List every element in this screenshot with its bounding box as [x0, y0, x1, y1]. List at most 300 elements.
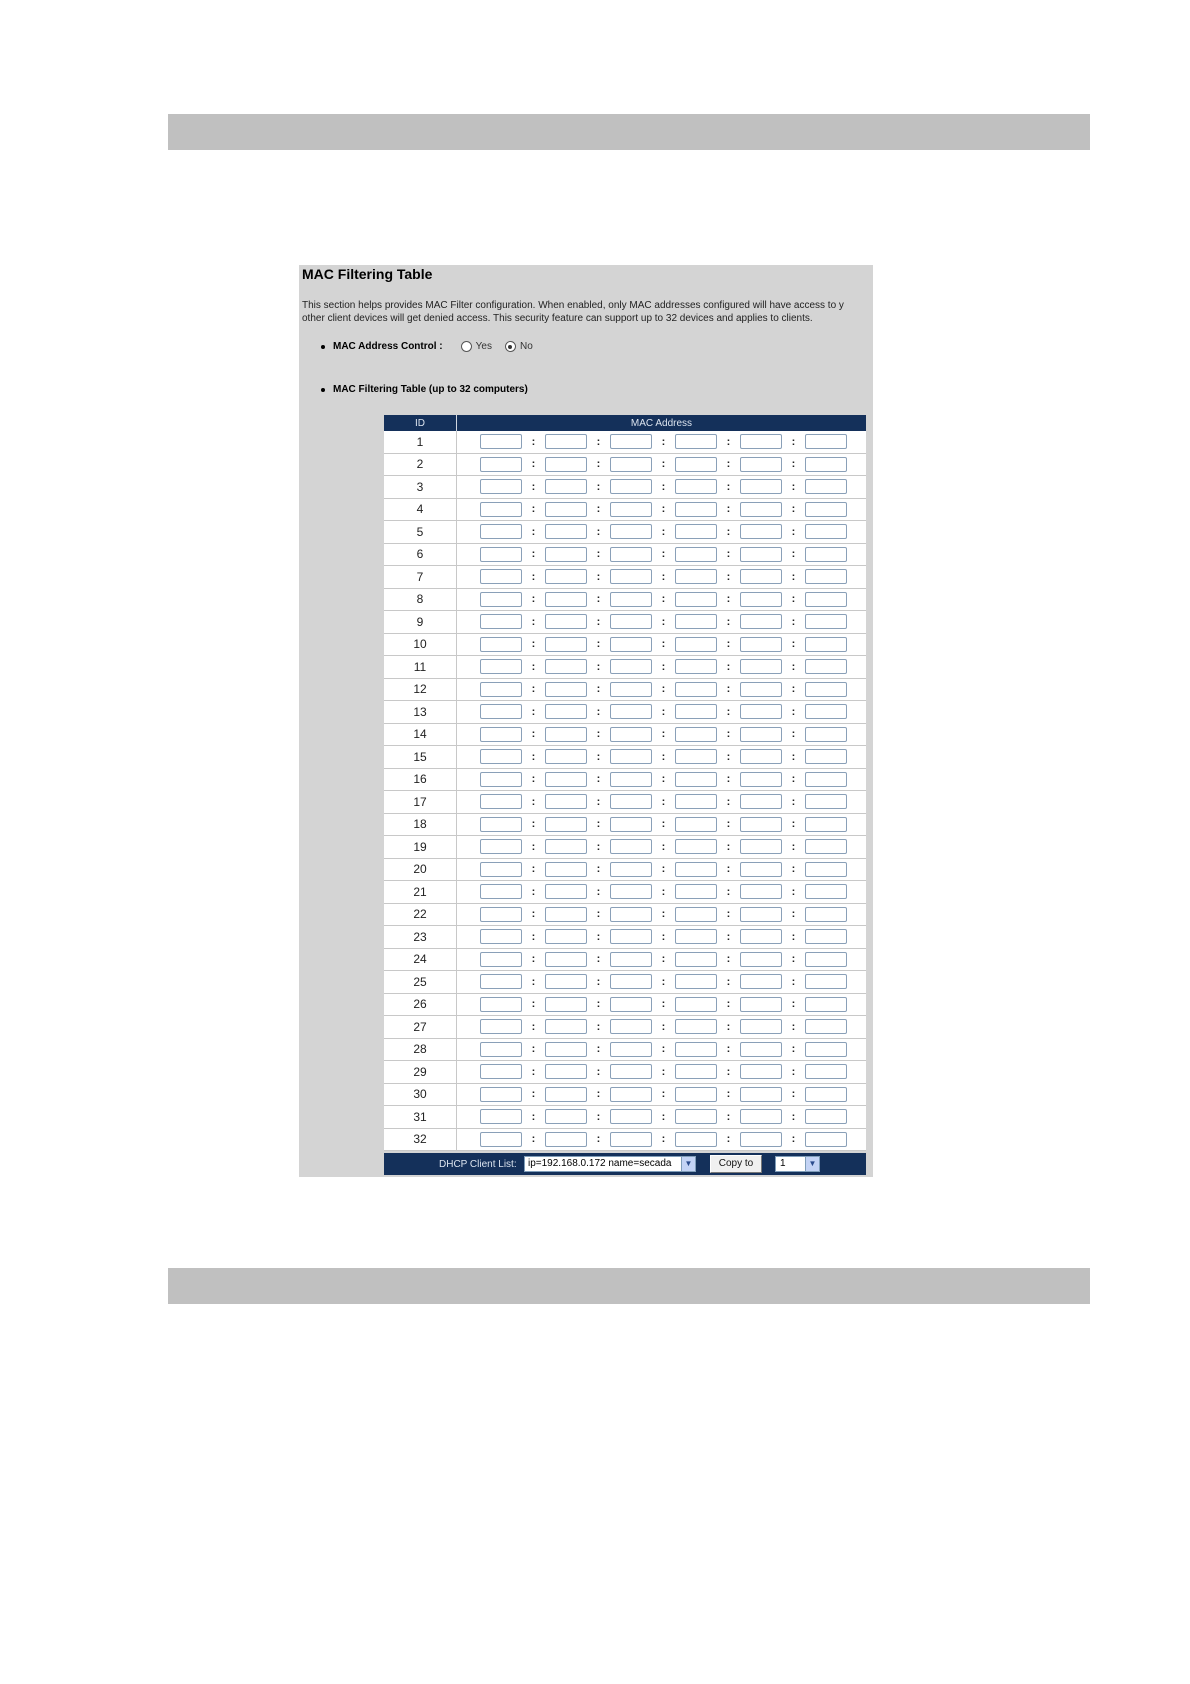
mac-separator: : [726, 1043, 731, 1056]
mac-octet-input[interactable] [610, 614, 652, 629]
mac-address-cell [457, 1038, 867, 1061]
mac-octet-input[interactable] [610, 547, 652, 562]
mac-octet-input[interactable] [675, 1087, 717, 1102]
mac-octet-input[interactable] [805, 479, 847, 494]
mac-octet-input[interactable] [740, 862, 782, 877]
mac-octet-input[interactable] [480, 457, 522, 472]
mac-octet-input[interactable] [740, 1109, 782, 1124]
mac-octet-input[interactable] [480, 907, 522, 922]
mac-separator: : [596, 795, 601, 808]
mac-separator: : [726, 458, 731, 471]
row-id: 21 [384, 881, 457, 904]
mac-separator: : [726, 705, 731, 718]
mac-octet-input[interactable] [480, 704, 522, 719]
mac-separator: : [531, 885, 536, 898]
row-id: 5 [384, 521, 457, 544]
mac-separator: : [726, 930, 731, 943]
mac-octet-input[interactable] [610, 502, 652, 517]
mac-separator: : [791, 773, 796, 786]
mac-octet-input[interactable] [545, 907, 587, 922]
description-line-1: This section helps provides MAC Filter configuration. When enabled, only MAC addresses configured will have access to y [302, 300, 844, 311]
mac-octet-input[interactable] [610, 637, 652, 652]
mac-octet-input[interactable] [545, 1019, 587, 1034]
mac-separator: : [531, 525, 536, 538]
mac-octet-input[interactable] [740, 749, 782, 764]
mac-octet-input[interactable] [610, 727, 652, 742]
table-row [384, 498, 866, 521]
mac-octet-input[interactable] [610, 1019, 652, 1034]
mac-separator: : [726, 1020, 731, 1033]
mac-separator: : [661, 930, 666, 943]
table-row [384, 903, 866, 926]
mac-separator: : [531, 1065, 536, 1078]
mac-octet-input[interactable] [480, 1064, 522, 1079]
mac-octet-input[interactable] [610, 457, 652, 472]
mac-separator: : [791, 840, 796, 853]
mac-octet-input[interactable] [805, 614, 847, 629]
mac-address-cell [457, 836, 867, 859]
mac-separator: : [726, 975, 731, 988]
mac-octet-input[interactable] [480, 547, 522, 562]
mac-octet-input[interactable] [675, 974, 717, 989]
mac-octet-input[interactable] [610, 479, 652, 494]
mac-separator: : [791, 705, 796, 718]
mac-octet-input[interactable] [480, 749, 522, 764]
copy-to-button[interactable]: Copy to [710, 1155, 762, 1173]
mac-octet-input[interactable] [610, 682, 652, 697]
mac-octet-input[interactable] [805, 794, 847, 809]
mac-octet-input[interactable] [480, 862, 522, 877]
page-title: MAC Filtering Table [302, 266, 433, 282]
mac-octet-input[interactable] [480, 952, 522, 967]
mac-octet-input[interactable] [675, 817, 717, 832]
mac-octet-input[interactable] [480, 884, 522, 899]
mac-separator: : [661, 773, 666, 786]
mac-octet-input[interactable] [805, 434, 847, 449]
mac-octet-input[interactable] [480, 682, 522, 697]
mac-octet-input[interactable] [675, 749, 717, 764]
mac-octet-input[interactable] [740, 682, 782, 697]
copy-target-select-value: 1 [780, 1158, 786, 1169]
mac-octet-input[interactable] [480, 974, 522, 989]
mac-address-cell [457, 791, 867, 814]
mac-separator: : [661, 1065, 666, 1078]
mac-octet-input[interactable] [740, 659, 782, 674]
mac-separator: : [596, 1088, 601, 1101]
mac-octet-input[interactable] [740, 952, 782, 967]
mac-octet-input[interactable] [675, 524, 717, 539]
mac-separator: : [726, 570, 731, 583]
mac-octet-input[interactable] [545, 839, 587, 854]
mac-octet-input[interactable] [805, 817, 847, 832]
mac-octet-input[interactable] [610, 839, 652, 854]
mac-octet-input[interactable] [675, 502, 717, 517]
mac-octet-input[interactable] [675, 907, 717, 922]
mac-octet-input[interactable] [675, 479, 717, 494]
mac-octet-input[interactable] [480, 569, 522, 584]
mac-address-cell [457, 588, 867, 611]
mac-separator: : [661, 998, 666, 1011]
mac-octet-input[interactable] [545, 614, 587, 629]
mac-separator: : [661, 975, 666, 988]
mac-octet-input[interactable] [740, 1087, 782, 1102]
mac-octet-input[interactable] [740, 1042, 782, 1057]
mac-octet-input[interactable] [545, 434, 587, 449]
mac-octet-input[interactable] [740, 434, 782, 449]
mac-separator: : [726, 953, 731, 966]
mac-address-cell [457, 521, 867, 544]
mac-octet-input[interactable] [805, 974, 847, 989]
mac-octet-input[interactable] [610, 1087, 652, 1102]
mac-octet-input[interactable] [805, 929, 847, 944]
mac-octet-input[interactable] [805, 1064, 847, 1079]
mac-octet-input[interactable] [675, 1109, 717, 1124]
mac-octet-input[interactable] [675, 1042, 717, 1057]
mac-octet-input[interactable] [545, 952, 587, 967]
mac-separator: : [596, 1020, 601, 1033]
mac-octet-input[interactable] [610, 884, 652, 899]
mac-octet-input[interactable] [545, 547, 587, 562]
mac-address-cell [457, 971, 867, 994]
mac-separator: : [531, 908, 536, 921]
mac-octet-input[interactable] [805, 502, 847, 517]
mac-octet-input[interactable] [545, 727, 587, 742]
mac-separator: : [791, 908, 796, 921]
mac-octet-input[interactable] [675, 1019, 717, 1034]
mac-separator: : [791, 683, 796, 696]
mac-octet-input[interactable] [675, 434, 717, 449]
mac-octet-input[interactable] [610, 1064, 652, 1079]
mac-separator: : [531, 480, 536, 493]
mac-octet-input[interactable] [545, 1087, 587, 1102]
mac-octet-input[interactable] [480, 659, 522, 674]
mac-octet-input[interactable] [480, 524, 522, 539]
mac-octet-input[interactable] [545, 569, 587, 584]
mac-filtering-panel [299, 265, 873, 1177]
mac-separator: : [791, 1088, 796, 1101]
mac-octet-input[interactable] [610, 862, 652, 877]
mac-octet-input[interactable] [675, 637, 717, 652]
mac-separator: : [596, 908, 601, 921]
table-row [384, 1016, 866, 1039]
mac-separator: : [596, 548, 601, 561]
mac-octet-input[interactable] [740, 524, 782, 539]
mac-octet-input[interactable] [805, 637, 847, 652]
mac-octet-input[interactable] [675, 997, 717, 1012]
mac-octet-input[interactable] [805, 749, 847, 764]
mac-octet-input[interactable] [610, 659, 652, 674]
mac-separator: : [531, 998, 536, 1011]
row-id: 10 [384, 633, 457, 656]
mac-separator: : [791, 570, 796, 583]
mac-octet-input[interactable] [545, 817, 587, 832]
mac-separator: : [661, 660, 666, 673]
mac-octet-input[interactable] [740, 772, 782, 787]
mac-octet-input[interactable] [610, 817, 652, 832]
mac-octet-input[interactable] [480, 929, 522, 944]
mac-separator: : [661, 458, 666, 471]
mac-octet-input[interactable] [740, 884, 782, 899]
chevron-down-icon[interactable]: ▼ [805, 1157, 819, 1171]
mac-octet-input[interactable] [545, 659, 587, 674]
mac-separator: : [726, 863, 731, 876]
mac-address-cell [457, 476, 867, 499]
row-id: 7 [384, 566, 457, 589]
mac-octet-input[interactable] [675, 704, 717, 719]
mac-octet-input[interactable] [545, 1109, 587, 1124]
mac-octet-input[interactable] [545, 682, 587, 697]
mac-octet-input[interactable] [545, 704, 587, 719]
mac-separator: : [596, 1133, 601, 1146]
mac-separator: : [726, 908, 731, 921]
mac-octet-input[interactable] [805, 1109, 847, 1124]
mac-octet-input[interactable] [480, 479, 522, 494]
mac-octet-input[interactable] [805, 547, 847, 562]
mac-octet-input[interactable] [740, 907, 782, 922]
mac-octet-input[interactable] [480, 772, 522, 787]
mac-octet-input[interactable] [805, 907, 847, 922]
mac-octet-input[interactable] [805, 1087, 847, 1102]
mac-octet-input[interactable] [805, 704, 847, 719]
mac-separator: : [726, 750, 731, 763]
mac-address-cell [457, 431, 867, 453]
mac-octet-input[interactable] [480, 1042, 522, 1057]
mac-octet-input[interactable] [740, 997, 782, 1012]
mac-octet-input[interactable] [805, 884, 847, 899]
mac-octet-input[interactable] [675, 457, 717, 472]
mac-octet-input[interactable] [610, 434, 652, 449]
mac-separator: : [661, 1133, 666, 1146]
radio-yes[interactable] [461, 341, 472, 352]
mac-octet-input[interactable] [545, 1132, 587, 1147]
mac-octet-input[interactable] [675, 929, 717, 944]
mac-octet-input[interactable] [740, 592, 782, 607]
mac-octet-input[interactable] [675, 727, 717, 742]
mac-octet-input[interactable] [740, 974, 782, 989]
mac-separator: : [791, 660, 796, 673]
mac-octet-input[interactable] [610, 569, 652, 584]
mac-octet-input[interactable] [675, 682, 717, 697]
mac-octet-input[interactable] [610, 772, 652, 787]
mac-separator: : [661, 750, 666, 763]
mac-table-label: MAC Filtering Table (up to 32 computers) [333, 384, 528, 395]
mac-separator: : [661, 1110, 666, 1123]
mac-octet-input[interactable] [545, 884, 587, 899]
mac-address-cell [457, 903, 867, 926]
mac-separator: : [531, 930, 536, 943]
mac-address-cell [457, 768, 867, 791]
mac-address-cell [457, 498, 867, 521]
mac-octet-input[interactable] [675, 614, 717, 629]
mac-octet-input[interactable] [805, 592, 847, 607]
mac-octet-input[interactable] [545, 524, 587, 539]
table-row [384, 678, 866, 701]
mac-separator: : [531, 615, 536, 628]
mac-octet-input[interactable] [545, 997, 587, 1012]
row-id: 8 [384, 588, 457, 611]
mac-octet-input[interactable] [805, 682, 847, 697]
mac-octet-input[interactable] [480, 1087, 522, 1102]
mac-separator: : [596, 683, 601, 696]
table-row [384, 1038, 866, 1061]
mac-separator: : [791, 458, 796, 471]
mac-octet-input[interactable] [545, 929, 587, 944]
mac-octet-input[interactable] [740, 547, 782, 562]
row-id: 25 [384, 971, 457, 994]
mac-octet-input[interactable] [480, 817, 522, 832]
mac-octet-input[interactable] [610, 929, 652, 944]
mac-separator: : [531, 458, 536, 471]
mac-octet-input[interactable] [805, 952, 847, 967]
mac-separator: : [661, 818, 666, 831]
mac-octet-input[interactable] [740, 614, 782, 629]
mac-octet-input[interactable] [675, 952, 717, 967]
mac-octet-input[interactable] [805, 1019, 847, 1034]
table-row [384, 1083, 866, 1106]
mac-octet-input[interactable] [545, 502, 587, 517]
mac-octet-input[interactable] [805, 862, 847, 877]
mac-octet-input[interactable] [805, 727, 847, 742]
mac-octet-input[interactable] [545, 457, 587, 472]
mac-separator: : [531, 503, 536, 516]
mac-octet-input[interactable] [740, 1064, 782, 1079]
mac-octet-input[interactable] [545, 862, 587, 877]
mac-octet-input[interactable] [545, 637, 587, 652]
mac-octet-input[interactable] [675, 1132, 717, 1147]
mac-octet-input[interactable] [545, 479, 587, 494]
mac-octet-input[interactable] [805, 659, 847, 674]
mac-octet-input[interactable] [675, 659, 717, 674]
radio-no[interactable] [505, 341, 516, 352]
mac-address-cell [457, 566, 867, 589]
mac-separator: : [531, 750, 536, 763]
mac-octet-input[interactable] [805, 997, 847, 1012]
mac-address-cell [457, 611, 867, 634]
mac-octet-input[interactable] [610, 592, 652, 607]
row-id: 18 [384, 813, 457, 836]
mac-octet-input[interactable] [740, 839, 782, 854]
mac-octet-input[interactable] [480, 1132, 522, 1147]
mac-octet-input[interactable] [675, 1064, 717, 1079]
bottom-gray-bar [168, 1268, 1090, 1304]
mac-octet-input[interactable] [805, 1132, 847, 1147]
mac-octet-input[interactable] [610, 952, 652, 967]
mac-octet-input[interactable] [675, 794, 717, 809]
mac-octet-input[interactable] [740, 794, 782, 809]
mac-address-cell [457, 1128, 867, 1151]
mac-separator: : [726, 660, 731, 673]
mac-octet-input[interactable] [480, 502, 522, 517]
mac-octet-input[interactable] [545, 772, 587, 787]
mac-separator: : [661, 885, 666, 898]
mac-octet-input[interactable] [480, 727, 522, 742]
mac-octet-input[interactable] [675, 839, 717, 854]
mac-octet-input[interactable] [545, 794, 587, 809]
mac-octet-input[interactable] [740, 637, 782, 652]
mac-separator: : [661, 503, 666, 516]
mac-octet-input[interactable] [740, 479, 782, 494]
mac-octet-input[interactable] [675, 884, 717, 899]
mac-octet-input[interactable] [545, 592, 587, 607]
mac-octet-input[interactable] [480, 1019, 522, 1034]
mac-octet-input[interactable] [610, 749, 652, 764]
mac-octet-input[interactable] [480, 434, 522, 449]
mac-octet-input[interactable] [610, 974, 652, 989]
mac-octet-input[interactable] [740, 569, 782, 584]
mac-octet-input[interactable] [740, 502, 782, 517]
mac-octet-input[interactable] [480, 1109, 522, 1124]
mac-octet-input[interactable] [805, 1042, 847, 1057]
mac-separator: : [531, 1110, 536, 1123]
mac-octet-input[interactable] [480, 637, 522, 652]
mac-octet-input[interactable] [740, 929, 782, 944]
mac-octet-input[interactable] [610, 1042, 652, 1057]
mac-address-cell [457, 881, 867, 904]
mac-octet-input[interactable] [610, 1109, 652, 1124]
mac-octet-input[interactable] [740, 727, 782, 742]
mac-octet-input[interactable] [610, 907, 652, 922]
mac-octet-input[interactable] [675, 592, 717, 607]
mac-octet-input[interactable] [675, 862, 717, 877]
mac-separator: : [531, 705, 536, 718]
mac-octet-input[interactable] [480, 997, 522, 1012]
mac-separator: : [726, 615, 731, 628]
mac-octet-input[interactable] [610, 794, 652, 809]
mac-separator: : [596, 728, 601, 741]
row-id: 32 [384, 1128, 457, 1151]
mac-octet-input[interactable] [740, 817, 782, 832]
mac-octet-input[interactable] [740, 704, 782, 719]
row-id: 29 [384, 1061, 457, 1084]
mac-separator: : [791, 863, 796, 876]
mac-separator: : [661, 1043, 666, 1056]
chevron-down-icon[interactable]: ▼ [681, 1157, 695, 1171]
mac-octet-input[interactable] [610, 524, 652, 539]
mac-separator: : [596, 615, 601, 628]
mac-octet-input[interactable] [740, 1132, 782, 1147]
mac-octet-input[interactable] [805, 524, 847, 539]
mac-octet-input[interactable] [480, 592, 522, 607]
mac-octet-input[interactable] [610, 704, 652, 719]
mac-octet-input[interactable] [545, 1042, 587, 1057]
mac-separator: : [661, 705, 666, 718]
mac-octet-input[interactable] [675, 547, 717, 562]
mac-octet-input[interactable] [805, 569, 847, 584]
mac-octet-input[interactable] [545, 974, 587, 989]
mac-octet-input[interactable] [740, 457, 782, 472]
table-row [384, 971, 866, 994]
mac-octet-input[interactable] [805, 772, 847, 787]
mac-octet-input[interactable] [480, 614, 522, 629]
mac-octet-input[interactable] [610, 1132, 652, 1147]
mac-octet-input[interactable] [805, 839, 847, 854]
mac-address-cell [457, 948, 867, 971]
mac-octet-input[interactable] [675, 569, 717, 584]
mac-octet-input[interactable] [545, 1064, 587, 1079]
mac-octet-input[interactable] [480, 839, 522, 854]
row-id: 14 [384, 723, 457, 746]
mac-octet-input[interactable] [545, 749, 587, 764]
mac-address-control-row [321, 341, 546, 352]
mac-separator: : [791, 975, 796, 988]
dhcp-client-select[interactable] [524, 1156, 696, 1172]
mac-octet-input[interactable] [805, 457, 847, 472]
mac-octet-input[interactable] [610, 997, 652, 1012]
mac-octet-input[interactable] [740, 1019, 782, 1034]
mac-octet-input[interactable] [675, 772, 717, 787]
mac-octet-input[interactable] [480, 794, 522, 809]
copy-target-select[interactable] [775, 1156, 820, 1172]
